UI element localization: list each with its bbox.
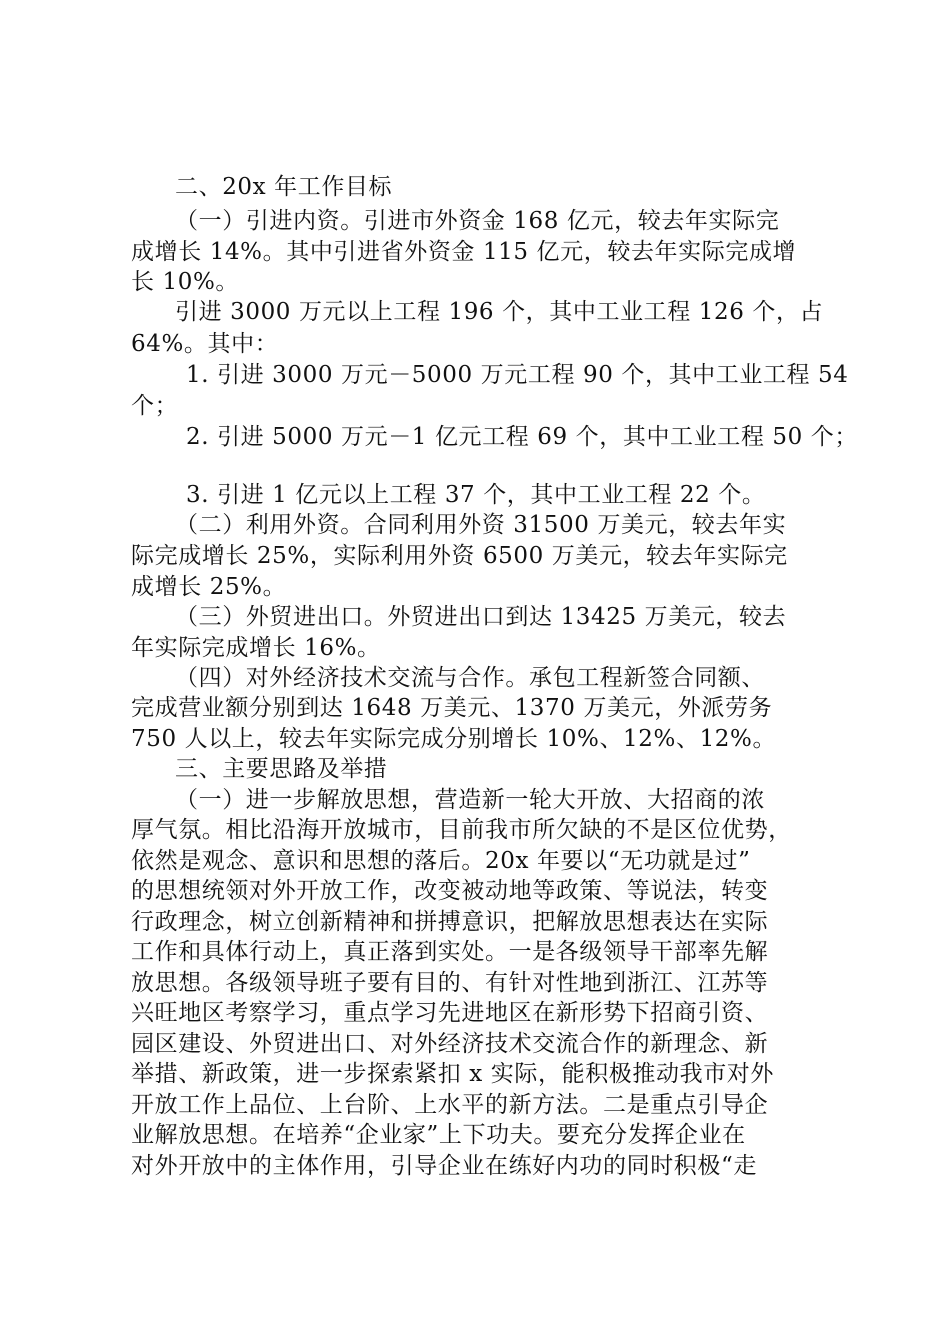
paragraph-line: 放思想。各级领导班子要有目的、有针对性地到浙江、江苏等 [131, 970, 769, 996]
section-heading-2: 二、20x 年工作目标 [175, 174, 393, 200]
paragraph-line: 成增长 14%。其中引进省外资金 115 亿元，较去年实际完成增 [131, 239, 797, 265]
list-item-line: 个； [131, 393, 179, 419]
paragraph-line: 工作和具体行动上，真正落到实处。一是各级领导干部率先解 [131, 939, 769, 965]
paragraph-line: 成增长 25%。 [131, 574, 287, 600]
list-item-line: 2. 引进 5000 万元－1 亿元工程 69 个，其中工业工程 50 个； [186, 424, 858, 450]
paragraph-line: （一）进一步解放思想，营造新一轮大开放、大招商的浓 [175, 787, 765, 813]
paragraph-line: 完成营业额分别到达 1648 万美元、1370 万美元，外派劳务 [131, 695, 773, 721]
paragraph-line: 行政理念，树立创新精神和拼搏意识，把解放思想表达在实际 [131, 909, 769, 935]
paragraph-line: 开放工作上品位、上台阶、上水平的新方法。二是重点引导企 [131, 1092, 769, 1118]
paragraph-line: 64%。其中： [131, 331, 279, 357]
paragraph-line: 长 10%。 [131, 269, 240, 295]
section-heading-3: 三、主要思路及举措 [175, 756, 388, 782]
paragraph-line: 年实际完成增长 16%。 [131, 635, 381, 661]
list-item-line: 1. 引进 3000 万元－5000 万元工程 90 个，其中工业工程 54 [186, 362, 849, 388]
paragraph-line: （二）利用外资。合同利用外资 31500 万美元，较去年实 [175, 512, 787, 538]
paragraph-line: 园区建设、外贸进出口、对外经济技术交流合作的新理念、新 [131, 1031, 769, 1057]
paragraph-line: 750 人以上，较去年实际完成分别增长 10%、12%、12%。 [131, 726, 777, 752]
paragraph-line: （一）引进内资。引进市外资金 168 亿元，较去年实际完 [175, 208, 780, 234]
paragraph-line: 厚气氛。相比沿海开放城市，目前我市所欠缺的不是区位优势， [131, 817, 792, 843]
paragraph-line: （三）外贸进出口。外贸进出口到达 13425 万美元，较去 [175, 604, 787, 630]
paragraph-line: 依然是观念、意识和思想的落后。20x 年要以“无功就是过” [131, 848, 751, 874]
paragraph-line: 业解放思想。在培养“企业家”上下功夫。要充分发挥企业在 [131, 1122, 746, 1148]
paragraph-line: 兴旺地区考察学习，重点学习先进地区在新形势下招商引资、 [131, 1000, 769, 1026]
paragraph-line: 的思想统领对外开放工作，改变被动地等政策、等说法，转变 [131, 878, 769, 904]
paragraph-line: 举措、新政策，进一步探索紧扣 x 实际，能积极推动我市对外 [131, 1061, 774, 1087]
paragraph-line: 对外开放中的主体作用，引导企业在练好内功的同时积极“走 [131, 1153, 757, 1179]
paragraph-line: 际完成增长 25%，实际利用外资 6500 万美元，较去年实际完 [131, 543, 788, 569]
list-item-line: 3. 引进 1 亿元以上工程 37 个，其中工业工程 22 个。 [186, 482, 766, 508]
paragraph-line: 引进 3000 万元以上工程 196 个，其中工业工程 126 个，占 [175, 299, 824, 325]
paragraph-line: （四）对外经济技术交流与合作。承包工程新签合同额、 [175, 665, 765, 691]
